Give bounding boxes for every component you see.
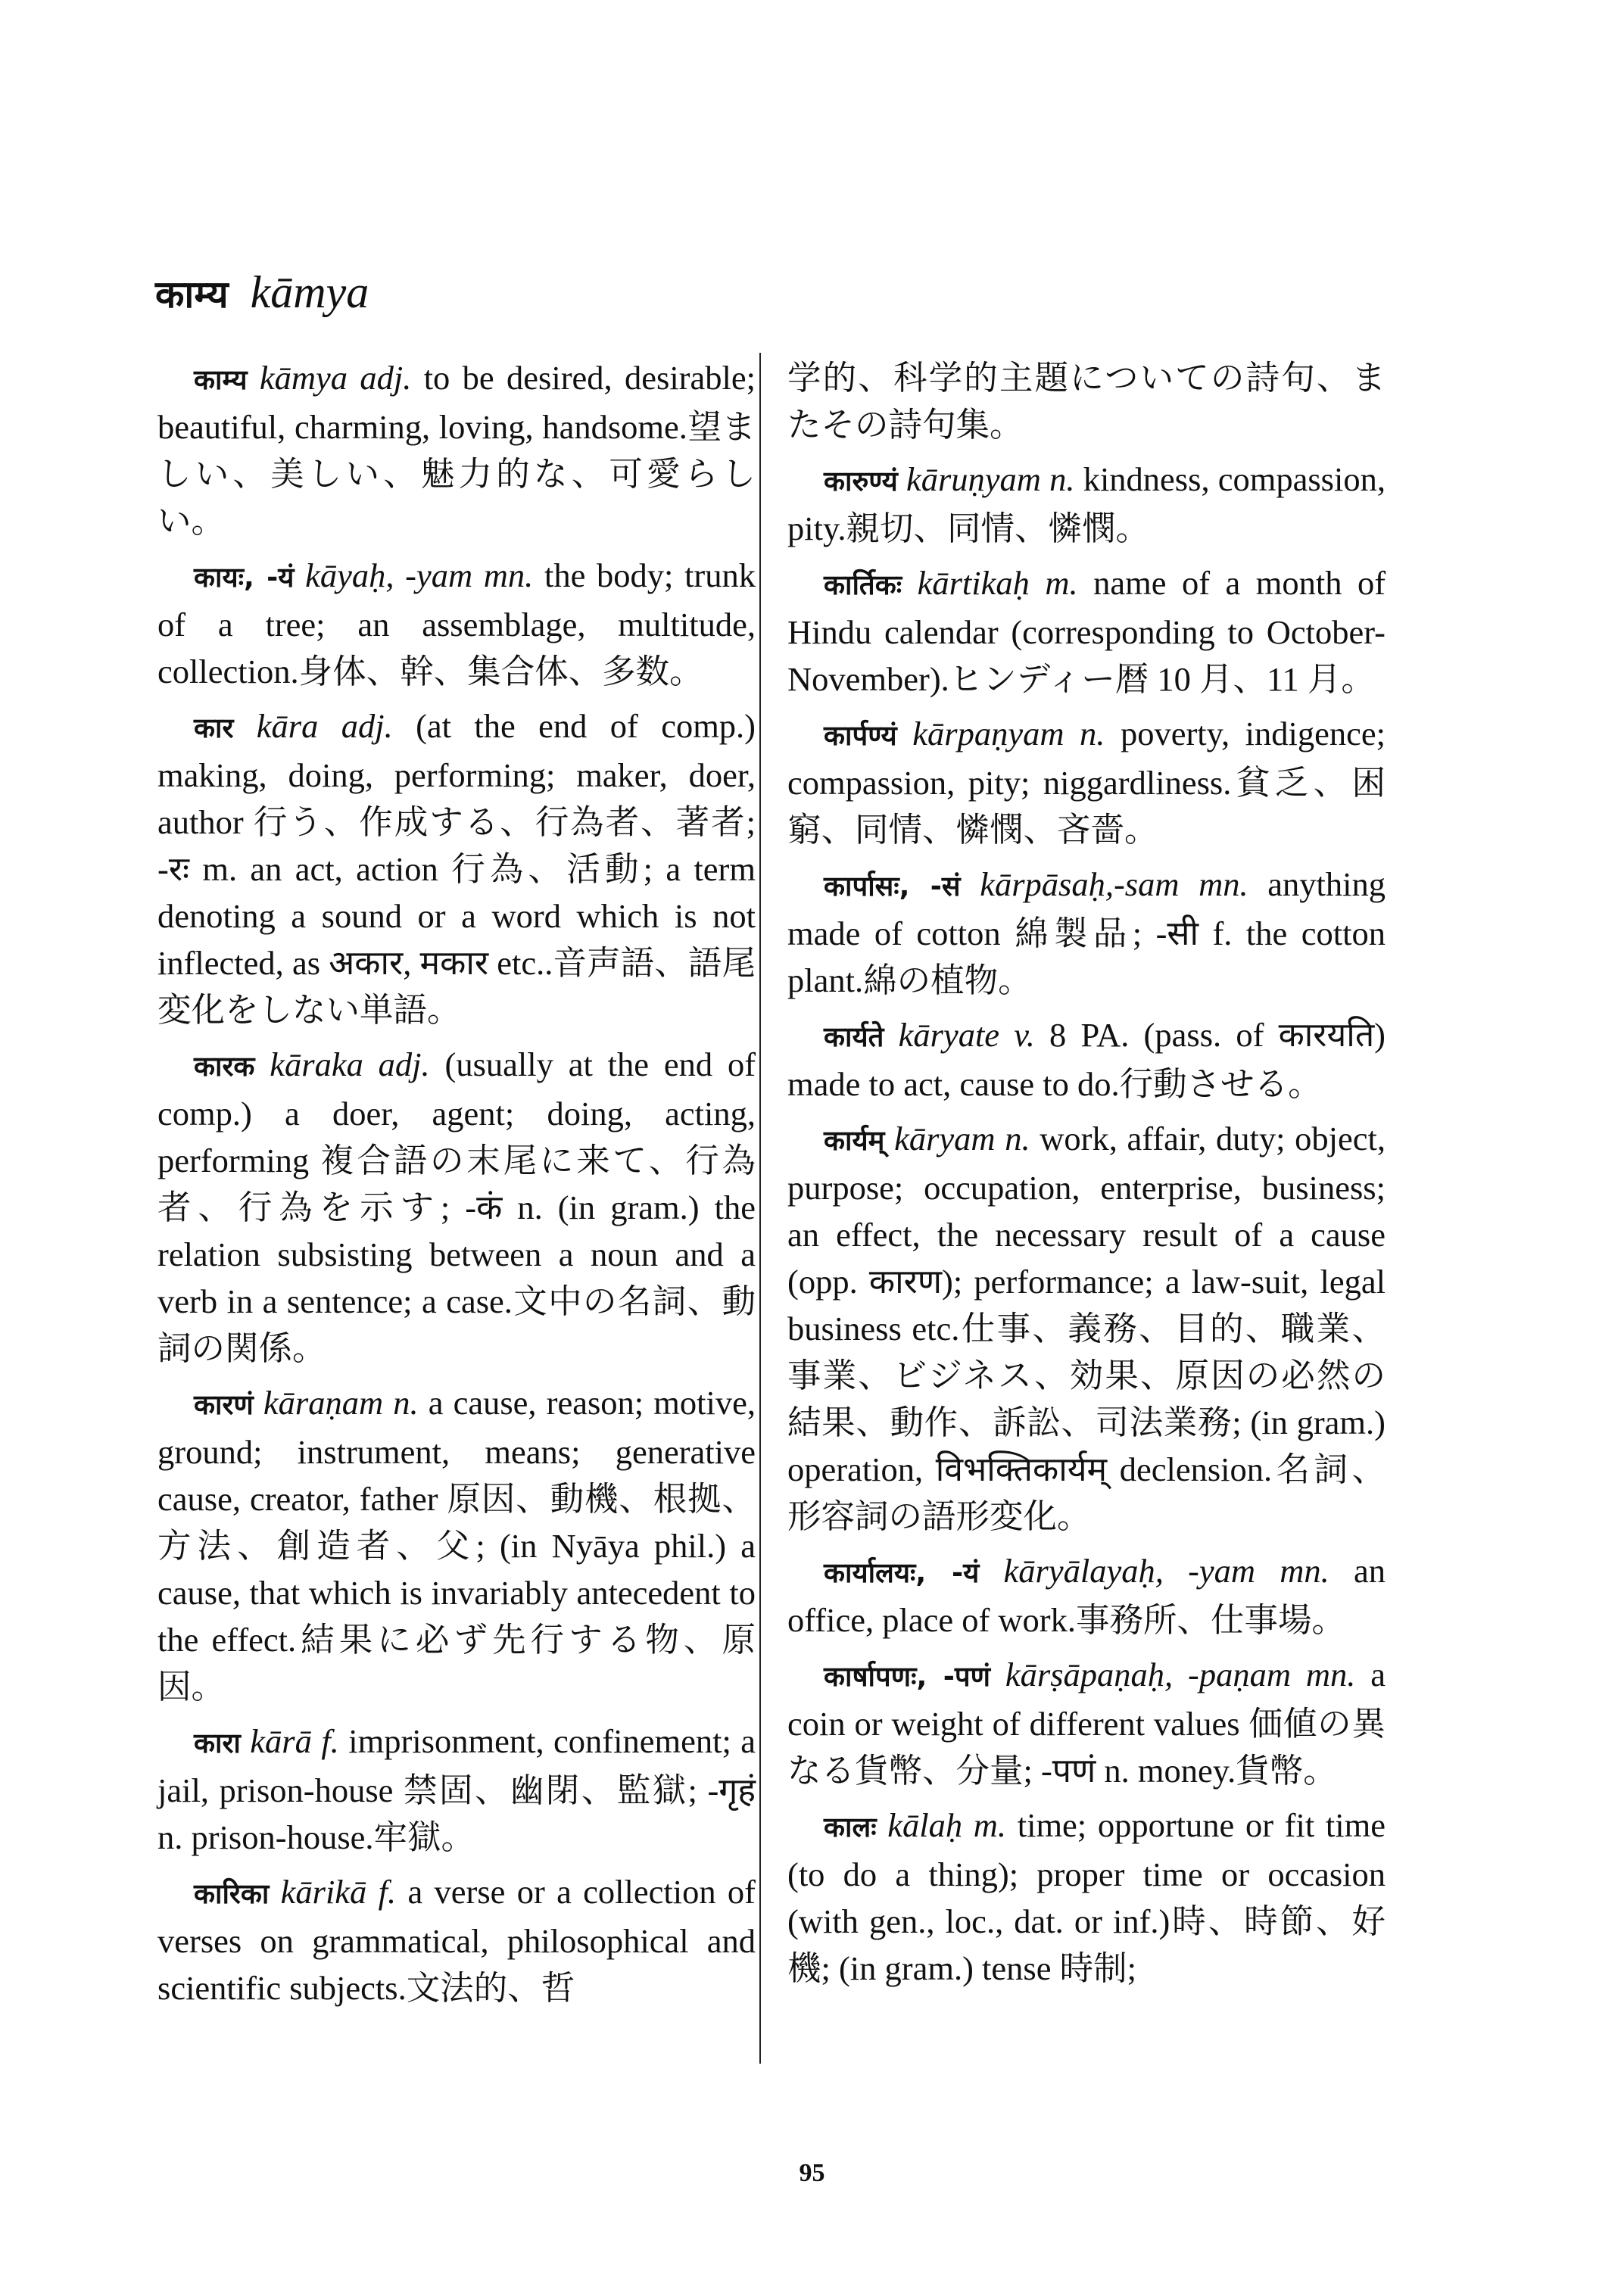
header-headword-devanagari: काम्य [155, 273, 229, 316]
entry-headword-roman: kāra adj. [256, 707, 393, 745]
dictionary-entry [787, 456, 1386, 552]
entry-headword-devanagari: कारक [194, 1050, 255, 1083]
continued-entry-text: 学的、科学的主題についての詩句、またその詩句集。 [787, 359, 1386, 444]
entry-headword-devanagari: कार [194, 712, 234, 744]
dictionary-entry [157, 354, 756, 544]
left-column [157, 354, 756, 2019]
dictionary-entry [787, 710, 1386, 853]
right-column-entries [787, 456, 1386, 1992]
dictionary-entry [157, 1379, 756, 1710]
page-header [155, 266, 369, 319]
dictionary-entry [157, 1868, 756, 2011]
entry-headword-roman: kārpaṇyam n. [912, 715, 1105, 752]
entry-headword-roman: kāryate v. [898, 1016, 1035, 1054]
entry-headword-roman: kārā f. [250, 1722, 339, 1760]
entry-definition: work, affair, duty; object, purpose; occupation, enterprise, business; an effect, the necessary result of a cause (opp. कारण); performance; a law-suit, legal business etc.仕事、義務、目的、職業、事業、ビジネス、効果、原因の必然の結果、動作、訴訟、司法業務; (in gram.) operation, विभक्तिकार्यम् declension.名詞、形容詞の語形変化。 [787, 1120, 1386, 1535]
dictionary-entry [787, 1547, 1386, 1643]
entry-definition: 8 PA. (pass. of कारयति) made to act, cause to do.行動させる。 [787, 1016, 1386, 1103]
entry-headword-roman: kāyaḥ, -yam mn. [305, 556, 534, 594]
entry-definition: imprisonment, confinement; a jail, prison-house 禁固、幽閉、監獄; -गृहं n. prison-house.牢獄。 [157, 1722, 756, 1856]
dictionary-entry [787, 1011, 1386, 1108]
page-number: 95 [799, 2159, 825, 2187]
entry-definition: kindness, compassion, pity.親切、同情、憐憫。 [787, 460, 1386, 547]
entry-headword-roman: kārpāsaḥ,-sam mn. [980, 865, 1248, 903]
entry-headword-roman: kāryam n. [894, 1120, 1030, 1157]
entry-headword-devanagari: कार्पासः, -सं [824, 870, 961, 902]
entry-headword-roman: kāmya adj. [259, 359, 412, 397]
entry-headword-roman: kāraṇam n. [263, 1384, 419, 1422]
dictionary-entry [787, 559, 1386, 703]
dictionary-entry [787, 861, 1386, 1004]
dictionary-entry [787, 1115, 1386, 1540]
entry-definition: anything made of cotton 綿製品; -सी f. the cotton plant.綿の植物。 [787, 865, 1386, 999]
entry-headword-devanagari: कालः [824, 1811, 877, 1843]
entry-definition: a coin or weight of different values 価値の異なる貨幣、分量; -पणं n. money.貨幣。 [787, 1656, 1386, 1790]
entry-definition: time; opportune or fit time (to do a thing); proper time or occasion (with gen., loc., dat. or inf.)時、時節、好機; (in gram.) tense 時制; [787, 1806, 1386, 1987]
entry-headword-devanagari: कार्षापणः, -पणं [824, 1660, 991, 1693]
header-headword-roman: kāmya [250, 267, 369, 317]
entry-headword-devanagari: कार्पण्यं [824, 719, 897, 752]
entry-definition: (usually at the end of comp.) a doer, agent; doing, acting, performing 複合語の末尾に来て、行為者、行為を示す; -कं n. (in gram.) the relation subsisting between a noun and a verb in a sentence; a case.文中の名詞、動詞の関係。 [157, 1045, 756, 1367]
entry-definition: (at the end of comp.) making, doing, performing; maker, doer, author 行う、作成する、行為者、著者; -रः m. an act, action 行為、活動; a term denoting a sound or a word which is not inflected, as अकार, मकार etc..音声語、語尾変化をしない単語。 [157, 707, 756, 1029]
entry-headword-roman: kāryālayaḥ, -yam mn. [1003, 1552, 1329, 1590]
entry-headword-roman: kālaḥ m. [887, 1806, 1007, 1844]
entry-headword-roman: kārikā f. [280, 1873, 397, 1911]
entry-headword-roman: kāruṇyam n. [906, 460, 1075, 498]
entry-headword-roman: kārtikaḥ m. [917, 564, 1078, 602]
entry-headword-roman: kārṣāpaṇaḥ, -paṇam mn. [1005, 1656, 1356, 1693]
entry-headword-devanagari: कायः, -यं [194, 561, 295, 594]
entry-definition: a verse or a collection of verses on grammatical, philosophical and scientific subjects.文法的、哲 [157, 1873, 756, 2007]
entry-headword-devanagari: कार्यम् [824, 1124, 885, 1157]
entry-headword-devanagari: कारणं [194, 1388, 254, 1421]
entry-headword-devanagari: कार्यते [824, 1020, 884, 1053]
entry-definition: the body; trunk of a tree; an assemblage, multitude, collection.身体、幹、集合体、多数。 [157, 556, 756, 690]
entry-headword-devanagari: काम्य [194, 363, 248, 396]
right-column [787, 354, 1386, 1999]
dictionary-entry [157, 703, 756, 1033]
entry-headword-devanagari: कारुण्यं [824, 465, 898, 497]
column-divider [759, 353, 761, 2064]
entry-headword-devanagari: कार्यालयः, -यं [824, 1556, 980, 1589]
entry-definition: to be desired, desirable; beautiful, charming, loving, handsome.望ましい、美しい、魅力的な、可愛らしい。 [157, 359, 756, 540]
entry-definition: a cause, reason; motive, ground; instrument, means; generative cause, creator, father 原因、動機、根拠、方法、創造者、父; (in Nyāya phil.) a cause, that which is invariably antecedent to the effect.結果に必ず先行する物、原因。 [157, 1384, 756, 1706]
dictionary-entry [157, 552, 756, 695]
entry-definition: poverty, indigence; compassion, pity; niggardliness.貧乏、困窮、同情、憐憫、吝嗇。 [787, 715, 1386, 849]
entry-definition: name of a month of Hindu calendar (corresponding to October-November).ヒンディー暦 10 月、11 月。 [787, 564, 1386, 698]
entry-headword-devanagari: कारा [194, 1727, 241, 1759]
dictionary-entry [157, 1718, 756, 1861]
dictionary-entry [157, 1041, 756, 1372]
entry-headword-devanagari: कार्तिकः [824, 569, 902, 601]
dictionary-entry [787, 1802, 1386, 1992]
entry-headword-roman: kāraka adj. [270, 1045, 430, 1083]
entry-definition: an office, place of work.事務所、仕事場。 [787, 1552, 1386, 1639]
entry-headword-devanagari: कारिका [194, 1877, 270, 1910]
dictionary-entry [787, 1651, 1386, 1794]
